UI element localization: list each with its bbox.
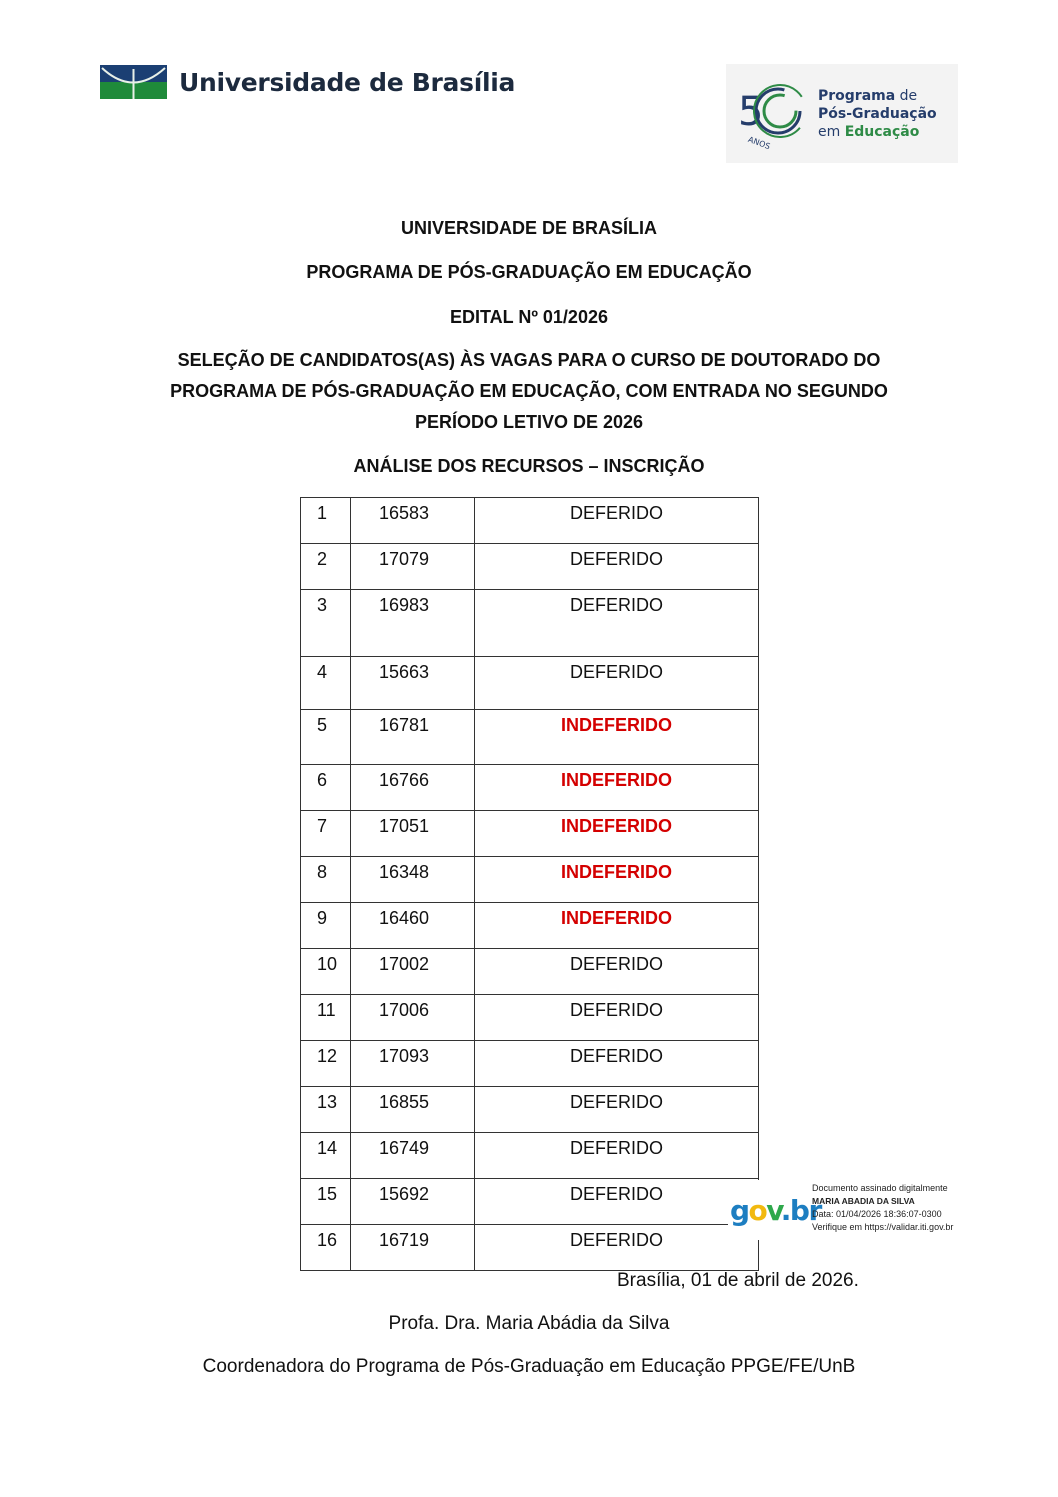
table-row xyxy=(301,1087,759,1133)
result-status: DEFERIDO xyxy=(569,503,663,523)
row-index: 12 xyxy=(317,1046,338,1066)
university-logo-text: Universidade de Brasília xyxy=(179,67,516,97)
row-index: 14 xyxy=(317,1138,338,1158)
row-index-cell xyxy=(301,1087,351,1133)
row-index: 10 xyxy=(317,954,338,974)
result-status-cell xyxy=(475,995,759,1041)
row-index-cell xyxy=(301,498,351,544)
row-index: 11 xyxy=(317,1000,336,1020)
row-index: 3 xyxy=(317,595,328,615)
registration-number-cell xyxy=(351,1179,475,1225)
program-title: PROGRAMA DE PÓS-GRADUAÇÃO EM EDUCAÇÃO xyxy=(306,262,752,282)
table-row xyxy=(301,903,759,949)
table-row xyxy=(301,811,759,857)
fifty-years-emblem-icon xyxy=(732,69,822,159)
result-status: INDEFERIDO xyxy=(560,908,672,928)
result-status: DEFERIDO xyxy=(569,954,663,974)
result-status-cell xyxy=(475,949,759,995)
signatory-role: Coordenadora do Programa de Pós-Graduação em Educação PPGE/FE/UnB xyxy=(202,1356,856,1377)
row-index-cell xyxy=(301,590,351,657)
registration-number: 17002 xyxy=(379,954,430,974)
ppge-logo-text: Programa de Pós-Graduação em Educação xyxy=(818,87,937,140)
result-status-cell xyxy=(475,710,759,765)
row-index: 13 xyxy=(317,1092,338,1112)
registration-number-cell xyxy=(351,1087,475,1133)
document-date: Brasília, 01 de abril de 2026. xyxy=(617,1270,859,1291)
row-index: 8 xyxy=(317,862,328,882)
result-status-cell xyxy=(475,657,759,710)
row-index: 4 xyxy=(317,662,328,682)
registration-number-cell xyxy=(351,1225,475,1271)
table-row xyxy=(301,1041,759,1087)
registration-number-cell xyxy=(351,995,475,1041)
registration-number: 16583 xyxy=(379,503,430,523)
registration-number: 16766 xyxy=(379,770,430,790)
govbr-logo-icon: gov.br xyxy=(730,1194,821,1227)
table-row xyxy=(301,857,759,903)
row-index: 2 xyxy=(317,549,328,569)
row-index: 7 xyxy=(317,816,328,836)
registration-number: 16348 xyxy=(379,862,430,882)
row-index-cell xyxy=(301,657,351,710)
table-row xyxy=(301,657,759,710)
signatory-name: Profa. Dra. Maria Abádia da Silva xyxy=(388,1313,670,1334)
table-row xyxy=(301,590,759,657)
registration-number-cell xyxy=(351,857,475,903)
registration-number: 17093 xyxy=(379,1046,430,1066)
row-index: 1 xyxy=(317,503,328,523)
result-status: DEFERIDO xyxy=(569,1000,663,1020)
result-status: DEFERIDO xyxy=(569,1046,663,1066)
table-row xyxy=(301,498,759,544)
registration-number: 16749 xyxy=(379,1138,430,1158)
row-index: 16 xyxy=(317,1230,338,1250)
selection-title: SELEÇÃO DE CANDIDATOS(AS) ÀS VAGAS PARA O CURSO DE DOUTORADO DO PROGRAMA DE PÓS-GRADUAÇÃO EM EDUCAÇÃO, COM ENTRADA NO SEGUNDO PERÍODO LETIVO DE 2026 xyxy=(170,350,888,432)
table-row xyxy=(301,995,759,1041)
result-status: INDEFERIDO xyxy=(560,816,672,836)
result-status-cell xyxy=(475,498,759,544)
registration-number: 16983 xyxy=(379,595,430,615)
svg-text:ANOS: ANOS xyxy=(746,134,772,151)
registration-number-cell xyxy=(351,1133,475,1179)
registration-number: 15692 xyxy=(379,1184,430,1204)
results-table xyxy=(300,497,759,1271)
result-status: INDEFERIDO xyxy=(560,862,672,882)
table-row xyxy=(301,1179,759,1225)
result-status-cell xyxy=(475,590,759,657)
registration-number: 16781 xyxy=(379,715,430,735)
university-title: UNIVERSIDADE DE BRASÍLIA xyxy=(400,218,658,238)
registration-number: 16719 xyxy=(379,1230,430,1250)
registration-number-cell xyxy=(351,590,475,657)
row-index-cell xyxy=(301,903,351,949)
digital-signature-stamp xyxy=(728,1180,988,1240)
registration-number-cell xyxy=(351,903,475,949)
result-status-cell xyxy=(475,811,759,857)
registration-number-cell xyxy=(351,765,475,811)
edital-title: EDITAL Nº 01/2026 xyxy=(450,307,608,327)
row-index: 15 xyxy=(317,1184,338,1204)
row-index: 9 xyxy=(317,908,328,928)
row-index: 6 xyxy=(317,770,328,790)
registration-number-cell xyxy=(351,657,475,710)
registration-number: 17079 xyxy=(379,549,430,569)
ppge-logo xyxy=(726,64,958,163)
table-row xyxy=(301,765,759,811)
registration-number-cell xyxy=(351,498,475,544)
result-status-cell xyxy=(475,1179,759,1225)
table-row xyxy=(301,1225,759,1271)
unb-logo xyxy=(100,64,515,100)
row-index-cell xyxy=(301,1225,351,1271)
registration-number: 15663 xyxy=(379,662,430,682)
registration-number: 16460 xyxy=(379,908,430,928)
row-index-cell xyxy=(301,1179,351,1225)
registration-number-cell xyxy=(351,544,475,590)
result-status: DEFERIDO xyxy=(569,1230,663,1250)
table-row xyxy=(301,710,759,765)
result-status-cell xyxy=(475,765,759,811)
row-index-cell xyxy=(301,765,351,811)
result-status: DEFERIDO xyxy=(569,1138,663,1158)
result-status-cell xyxy=(475,1041,759,1087)
registration-number-cell xyxy=(351,710,475,765)
registration-number: 17051 xyxy=(379,816,430,836)
row-index-cell xyxy=(301,544,351,590)
row-index-cell xyxy=(301,811,351,857)
result-status-cell xyxy=(475,544,759,590)
row-index: 5 xyxy=(317,715,328,735)
result-status: INDEFERIDO xyxy=(560,715,672,735)
signature-details: Documento assinado digitalmente MARIA ABADIA DA SILVA Data: 01/04/2026 18:36:07-0300 Verifique em https://validar.iti.gov.br xyxy=(812,1183,954,1232)
registration-number: 16855 xyxy=(379,1092,430,1112)
table-row xyxy=(301,949,759,995)
result-status: DEFERIDO xyxy=(569,662,663,682)
row-index-cell xyxy=(301,857,351,903)
table-row xyxy=(301,1133,759,1179)
registration-number: 17006 xyxy=(379,1000,430,1020)
registration-number-cell xyxy=(351,949,475,995)
registration-number-cell xyxy=(351,1041,475,1087)
result-status: DEFERIDO xyxy=(569,1092,663,1112)
result-status-cell xyxy=(475,1087,759,1133)
result-status-cell xyxy=(475,1133,759,1179)
result-status: INDEFERIDO xyxy=(560,770,672,790)
row-index-cell xyxy=(301,995,351,1041)
row-index-cell xyxy=(301,710,351,765)
result-status: DEFERIDO xyxy=(569,1184,663,1204)
row-index-cell xyxy=(301,1041,351,1087)
analysis-subtitle: ANÁLISE DOS RECURSOS – INSCRIÇÃO xyxy=(353,456,705,476)
svg-text:5: 5 xyxy=(738,88,764,135)
result-status-cell xyxy=(475,903,759,949)
row-index-cell xyxy=(301,1133,351,1179)
result-status-cell xyxy=(475,857,759,903)
result-status: DEFERIDO xyxy=(569,595,663,615)
row-index-cell xyxy=(301,949,351,995)
table-row xyxy=(301,544,759,590)
result-status: DEFERIDO xyxy=(569,549,663,569)
registration-number-cell xyxy=(351,811,475,857)
unb-emblem-icon xyxy=(100,65,167,99)
result-status-cell xyxy=(475,1225,759,1271)
